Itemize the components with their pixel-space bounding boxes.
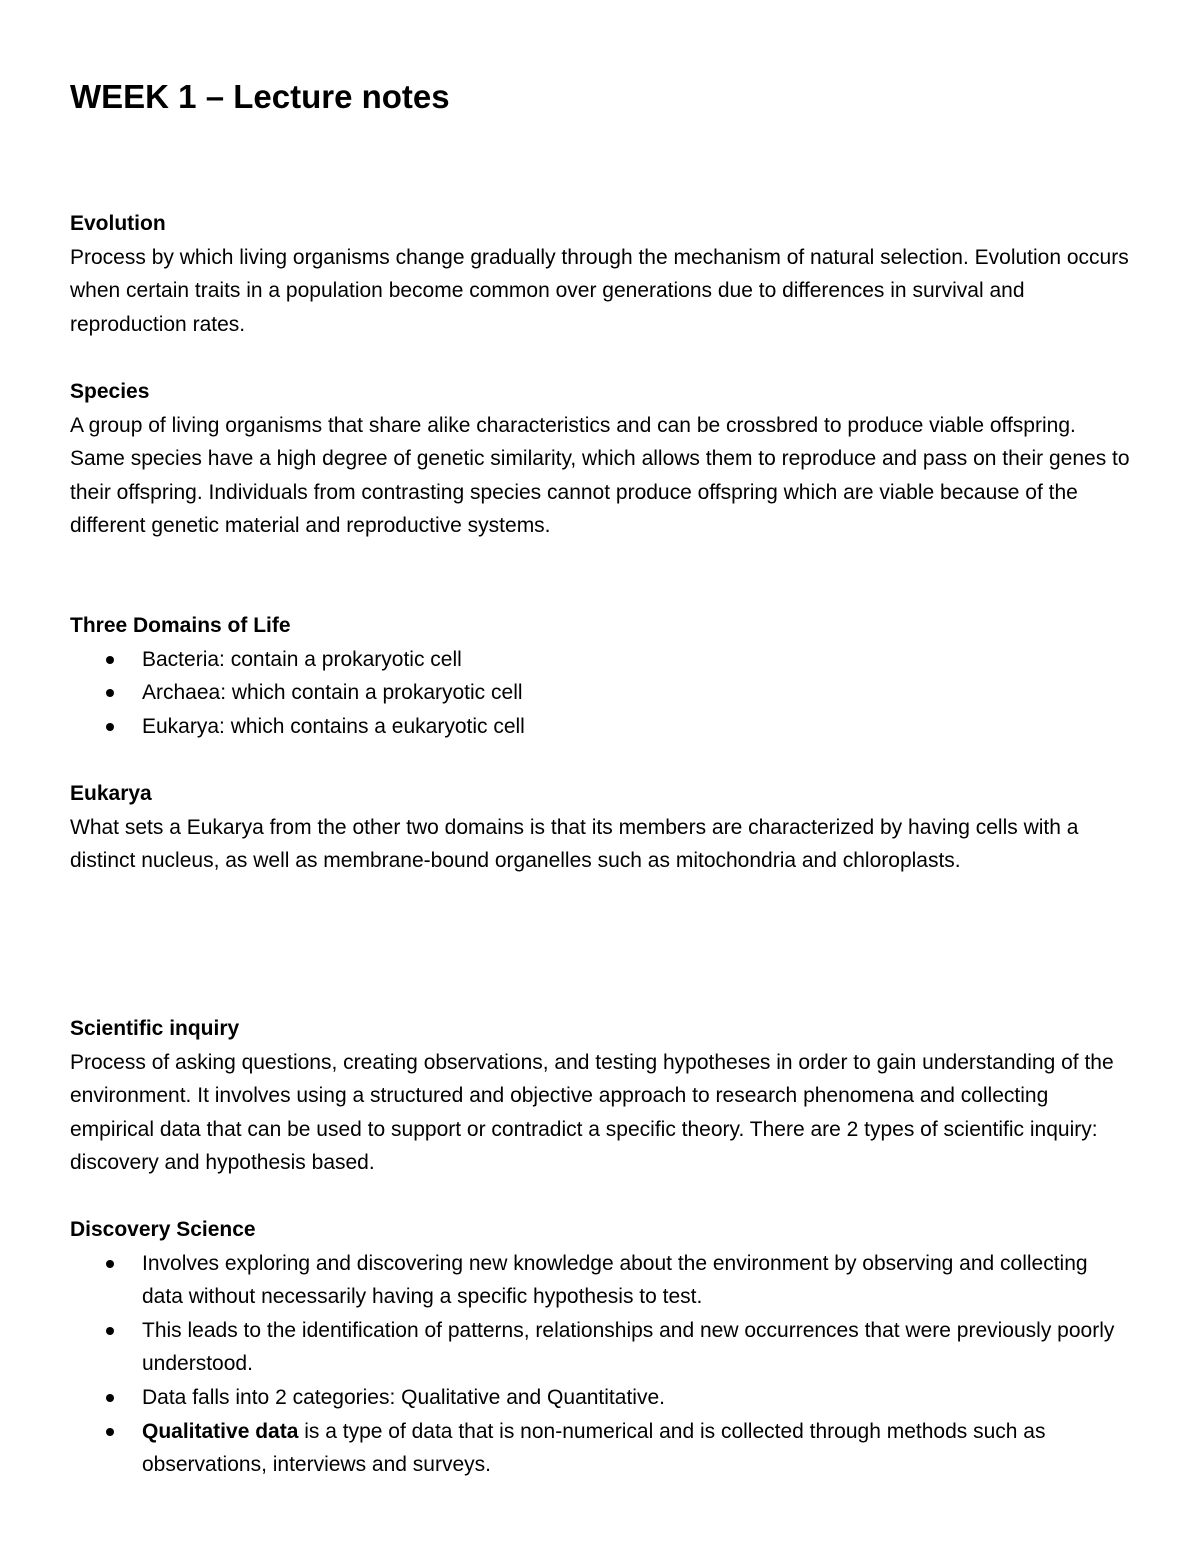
qualitative-data-term: Qualitative data xyxy=(142,1419,299,1443)
qualitative-data-definition: is a type of data that is non-numerical and is collected through methods such as observations, interviews and surveys. xyxy=(142,1419,1046,1477)
document-page xyxy=(70,0,1130,1553)
section-domains xyxy=(70,609,1130,743)
bullet-icon xyxy=(106,1327,114,1335)
section-body-evolution: Process by which living organisms change gradually through the mechanism of natural selection. Evolution occurs when certain traits in a population become common over generations due to differences in survival and reproduction rates. xyxy=(70,245,1129,336)
section-heading-species: Species xyxy=(70,380,150,403)
section-body-inquiry: Process of asking questions, creating observations, and testing hypotheses in order to gain understanding of the environment. It involves using a structured and objective approach to research phenomena and collecting empirical data that can be used to support or contradict a specific theory. There are 2 types of scientific inquiry: discovery and hypothesis based. xyxy=(70,1050,1114,1175)
list-item xyxy=(70,676,1130,710)
section-evolution xyxy=(70,207,1130,341)
list-item-text: This leads to the identification of patterns, relationships and new occurrences that were previously poorly understood. xyxy=(142,1318,1115,1376)
list-item-text: Archaea: which contain a prokaryotic cell xyxy=(142,681,523,705)
list-item xyxy=(70,1381,1130,1415)
section-body-eukarya: What sets a Eukarya from the other two domains is that its members are characterized by having cells with a distinct nucleus, as well as membrane-bound organelles such as mitochondria and chloroplasts. xyxy=(70,815,1079,873)
list-item xyxy=(70,1314,1130,1381)
list-item xyxy=(70,643,1130,677)
list-item xyxy=(70,710,1130,744)
bullet-icon xyxy=(106,689,114,697)
section-body-species: A group of living organisms that share alike characteristics and can be crossbred to produce viable offspring. Same species have a high degree of genetic similarity, which allows them to reproduce and pass on their genes to their offspring. Individuals from contrasting species cannot produce offspring which are viable because of the different genetic material and reproductive systems. xyxy=(70,413,1130,538)
list-item-text: Data falls into 2 categories: Qualitative and Quantitative. xyxy=(142,1385,665,1409)
section-discovery xyxy=(70,1213,1130,1482)
section-species xyxy=(70,375,1130,543)
domains-list xyxy=(70,643,1130,744)
section-heading-eukarya: Eukarya xyxy=(70,782,152,805)
list-item xyxy=(70,1415,1130,1482)
discovery-list xyxy=(70,1247,1130,1482)
bullet-icon xyxy=(106,1260,114,1268)
section-eukarya xyxy=(70,777,1130,878)
list-item-text: Bacteria: contain a prokaryotic cell xyxy=(142,647,462,671)
section-heading-domains: Three Domains of Life xyxy=(70,614,291,637)
section-heading-discovery: Discovery Science xyxy=(70,1218,256,1241)
section-heading-evolution: Evolution xyxy=(70,212,166,235)
list-item-text: Involves exploring and discovering new knowledge about the environment by observing and collecting data without necessarily having a specific hypothesis to test. xyxy=(142,1251,1088,1309)
bullet-icon xyxy=(106,723,114,731)
section-inquiry xyxy=(70,1012,1130,1180)
list-item xyxy=(70,1247,1130,1314)
bullet-icon xyxy=(106,1428,114,1436)
list-item-text: Eukarya: which contains a eukaryotic cell xyxy=(142,714,525,738)
page-title: WEEK 1 – Lecture notes xyxy=(70,78,450,115)
section-heading-inquiry: Scientific inquiry xyxy=(70,1017,240,1040)
bullet-icon xyxy=(106,1394,114,1402)
bullet-icon xyxy=(106,656,114,664)
